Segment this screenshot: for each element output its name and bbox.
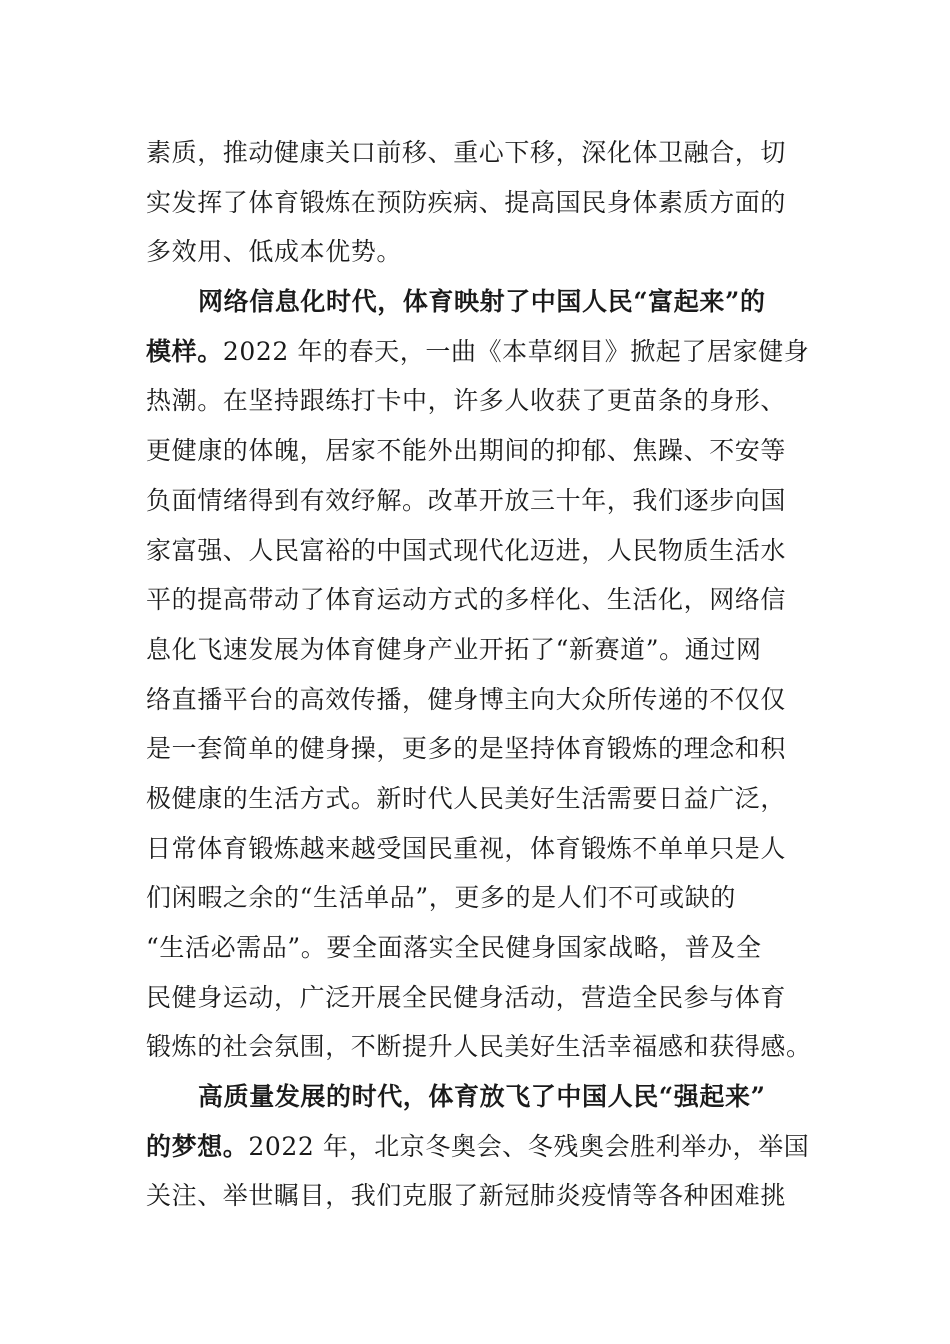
text-line xyxy=(146,1022,812,1072)
body-text: 实发挥了体育锻炼在预防疾病、提高国民身体素质方面的 xyxy=(146,187,787,217)
bold-heading-text: 模样。 xyxy=(146,336,223,366)
body-text: 平的提高带动了体育运动方式的多样化、生活化，网络信 xyxy=(146,585,787,615)
body-text: 2022 年的春天，一曲《本草纲目》掀起了居家健身 xyxy=(222,336,810,366)
text-line xyxy=(146,1171,806,1221)
text-line xyxy=(146,1072,806,1122)
body-text: 日常体育锻炼越来越受国民重视，体育锻炼不单单只是人 xyxy=(146,833,787,863)
bold-heading-text: 的梦想。 xyxy=(146,1131,249,1161)
text-line xyxy=(146,426,806,476)
text-line xyxy=(146,128,806,178)
paragraph xyxy=(146,277,812,1072)
body-text: 负面情绪得到有效纾解。改革开放三十年，我们逐步向国 xyxy=(146,485,787,515)
bold-heading-text: 高质量发展的时代，体育放飞了中国人民“强起来” xyxy=(198,1082,766,1112)
body-text: 锻炼的社会氛围，不断提升人民美好生活幸福感和获得感。 xyxy=(146,1032,812,1062)
body-text: 家富强、人民富裕的中国式现代化迈进，人民物质生活水 xyxy=(146,535,787,565)
text-line xyxy=(146,625,806,675)
body-text: 素质，推动健康关口前移、重心下移，深化体卫融合，切 xyxy=(146,138,787,167)
body-text: “生活必需品”。要全面落实全民健身国家战略，普及全 xyxy=(146,933,762,962)
text-line xyxy=(146,973,806,1023)
body-text: 多效用、低成本优势。 xyxy=(146,237,403,267)
body-text: 民健身运动，广泛开展全民健身活动，营造全民参与体育 xyxy=(146,982,787,1012)
body-text: 更健康的体魄，居家不能外出期间的抑郁、焦躁、不安等 xyxy=(146,436,787,466)
text-line xyxy=(146,327,810,377)
text-line xyxy=(146,873,806,923)
body-text: 关注、举世瞩目，我们克服了新冠肺炎疫情等各种困难挑 xyxy=(146,1181,787,1211)
text-line xyxy=(146,1122,810,1172)
text-line xyxy=(146,277,806,327)
text-line xyxy=(146,575,806,625)
text-line xyxy=(146,376,806,426)
bold-heading-text: 网络信息化时代，体育映射了中国人民“富起来”的 xyxy=(198,287,766,317)
body-text: 是一套简单的健身操，更多的是坚持体育锻炼的理念和积 xyxy=(146,734,787,764)
text-line xyxy=(146,476,806,526)
body-text: 络直播平台的高效传播，健身博主向大众所传递的不仅仅 xyxy=(146,684,787,714)
text-line xyxy=(146,774,806,824)
body-text: 2022 年，北京冬奥会、冬残奥会胜利举办，举国 xyxy=(248,1131,810,1161)
text-line xyxy=(146,724,806,774)
body-text: 们闲暇之余的“生活单品”，更多的是人们不可或缺的 xyxy=(146,883,736,913)
paragraph xyxy=(146,1072,810,1221)
body-text: 极健康的生活方式。新时代人民美好生活需要日益广泛， xyxy=(146,783,787,813)
text-line xyxy=(146,227,806,277)
body-text: 热潮。在坚持跟练打卡中，许多人收获了更苗条的身形、 xyxy=(146,386,787,416)
text-line xyxy=(146,824,806,874)
document-body xyxy=(146,128,812,1221)
text-line xyxy=(146,178,806,228)
text-line xyxy=(146,923,806,973)
text-line xyxy=(146,675,806,725)
paragraph xyxy=(146,128,806,277)
body-text: 息化飞速发展为体育健身产业开拓了“新赛道”。通过网 xyxy=(146,634,762,664)
text-line xyxy=(146,526,806,576)
